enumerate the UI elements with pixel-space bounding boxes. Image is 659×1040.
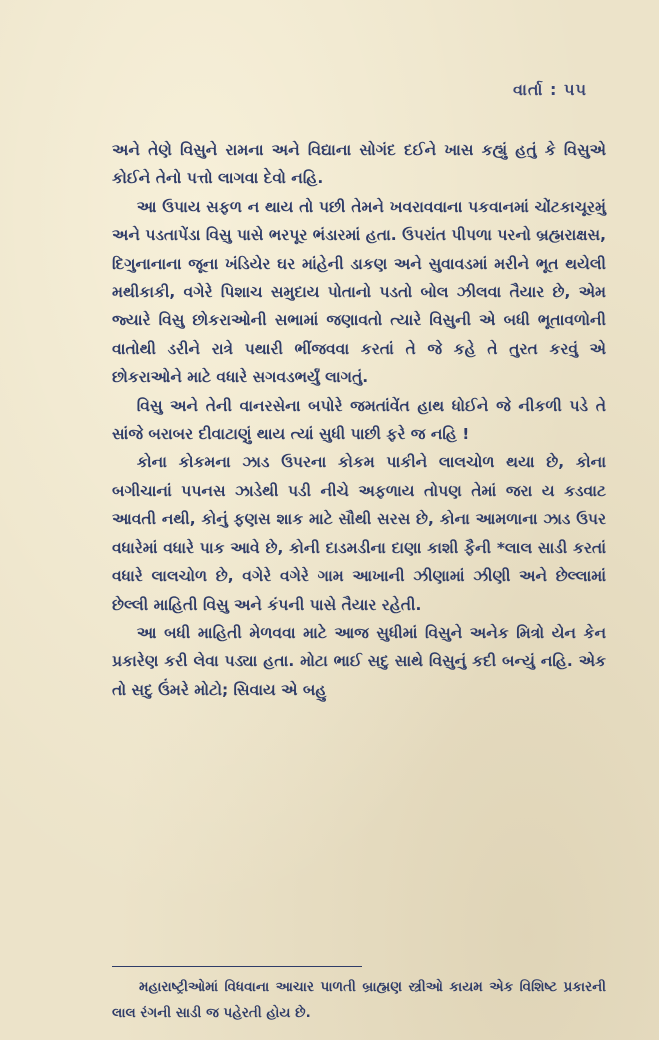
paragraph-5: આ બધી માહિતી મેળવવા માટે આજ સુધીમાં વિસુને અનેક મિત્રો યેન કેન પ્રકારેણ કરી લેવા પડ્યા હતા. મોટા ભાઈ સદુ સાથે વિસુનું કદી બન્યું નહિ. એક તો સદુ ઉંમરે મોટો; સિવાય એ બહુ bbox=[112, 623, 606, 699]
footnote: મહારાષ્ટ્રીઓમાં વિધવાના આચાર પાળતી બ્રાહ્મણ સ્ત્રીઓ કાયમ એક વિશિષ્ટ પ્રકારની લાલ રંગની સાડી જ પહેરતી હોય છે. bbox=[112, 979, 606, 1021]
paragraph-2: આ ઉપાય સફળ ન થાય તો પછી તેમને ખવરાવવાના પકવાનમાં ચોંટકાચૂરમું અને પડતાપેંડા વિસુ પાસે ભરપૂર ભંડારમાં હતા. ઉપરાંત પીપળા પરનો બ્રહ્મરાક્ષસ, દિગુનાનાના જૂના ખંડિયેર ઘર માંહેની ડાકણ અને સુવાવડમાં મરીને ભૂત થયેલી મથીકાકી, વગેરે પિશાચ સમુદાય પોતાનો પડતો બોલ ઝીલવા તૈયાર છે, એમ જ્યારે વિસુ છોકરાઓની સભામાં જણાવતો ત્યારે વિસુની એ બધી ભૂતાવળોની વાતોથી ડરીને રાત્રે પથારી ભીંજવવા કરતાં તે જે કહે તે તુરત કરવું એ છોકરાઓને માટે વધારે સગવડભર્યું લાગતું. bbox=[112, 197, 606, 387]
body-text bbox=[112, 136, 606, 704]
footnote-rule bbox=[112, 966, 362, 967]
paragraph-4: કોના કોકમના ઝાડ ઉપરના કોકમ પાકીને લાલચોળ થયા છે, કોના બગીચાનાં પપનસ ઝાડેથી પડી નીચે અફળાય તોપણ તેમાં જરા ય કડવાટ આવતી નથી, કોનું ફણસ શાક માટે સૌથી સરસ છે, કોના આમળાના ઝાડ ઉપર વધારેમાં વધારે પાક આવે છે, કોની દાડમડીના દાણા કાશી ફૈની *લાલ સાડી કરતાં વધારે લાલચોળ છે, વગેરે વગેરે ગામ આખાની ઝીણામાં ઝીણી અને છેલ્લામાં છેલ્લી માહિતી વિસુ અને કંપની પાસે તૈયાર રહેતી. bbox=[112, 453, 606, 614]
running-head: વાર્તા : ૫૫ bbox=[513, 80, 587, 99]
paragraph-3: વિસુ અને તેની વાનરસેના બપોરે જમતાંવેંત હાથ ધોઈને જે નીકળી પડે તે સાંજે બરાબર દીવાટાણું થાય ત્યાં સુધી પાછી ફરે જ નહિ ! bbox=[112, 396, 606, 444]
paragraph-1: અને તેણે વિસુને રામના અને વિદ્યાના સોગંદ દઈને ખાસ કહ્યું હતું કે વિસુએ કોઈને તેનો પત્તો લાગવા દેવો નહિ. bbox=[112, 141, 606, 188]
